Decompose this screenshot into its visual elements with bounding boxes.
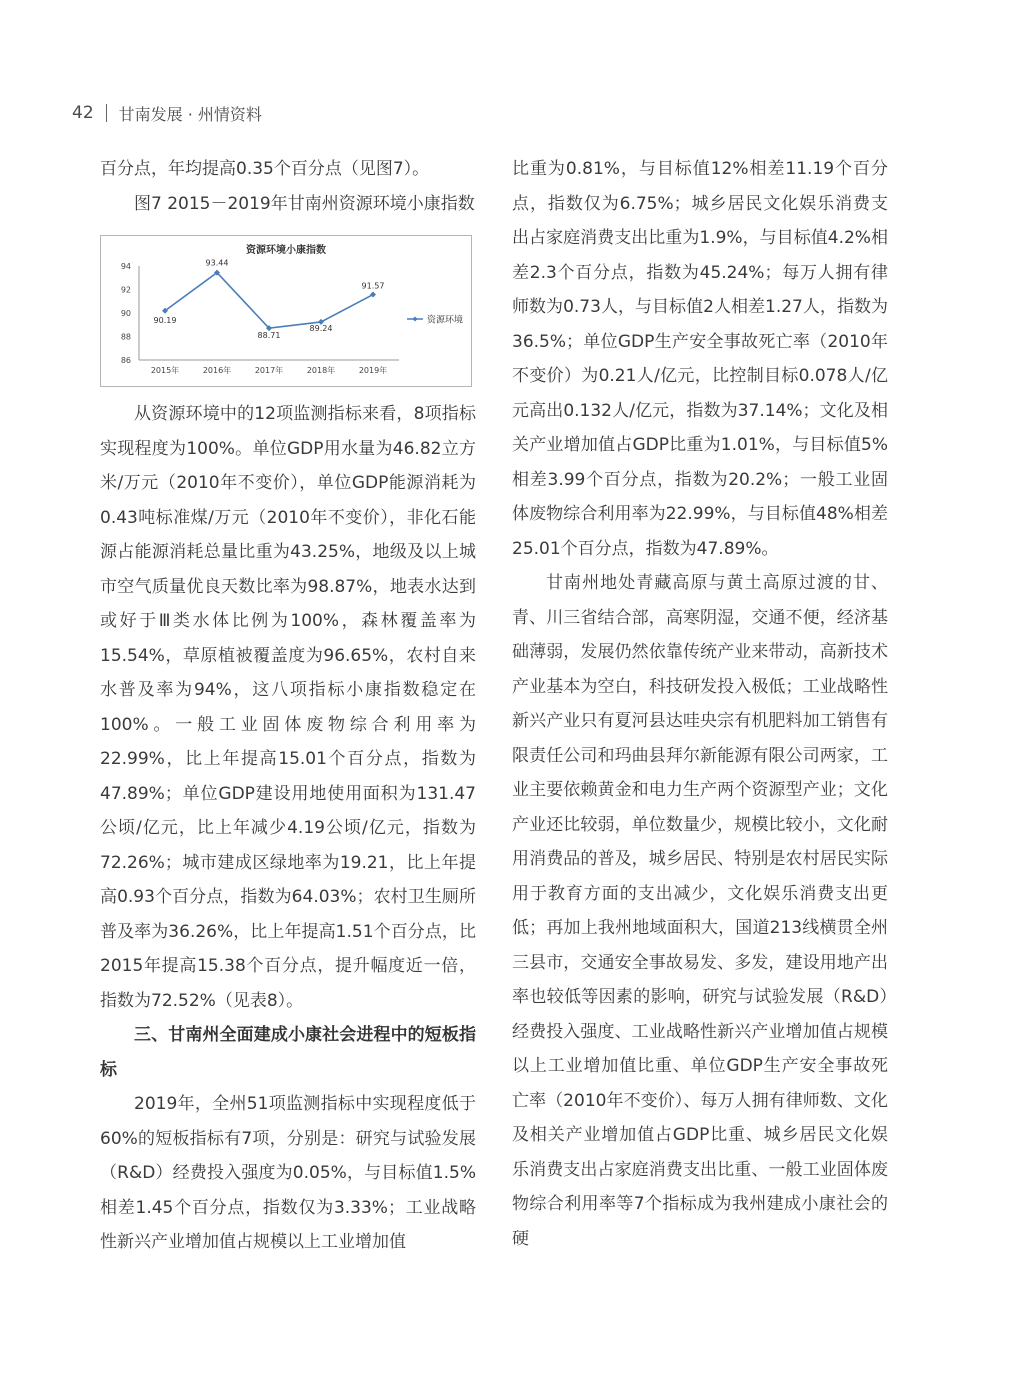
right-column xyxy=(512,152,888,1256)
paragraph: 百分点，年均提高0.35个百分点（见图7）。 xyxy=(100,159,430,179)
y-tick-label: 86 xyxy=(120,356,131,365)
figure-caption: 图7 2015－2019年甘南州资源环境小康指数 xyxy=(134,193,475,214)
y-tick-label: 88 xyxy=(120,332,131,342)
x-tick-label: 2019年 xyxy=(358,366,388,375)
x-tick-label: 2018年 xyxy=(306,366,336,375)
publication-title: 甘南发展 · 州情资料 xyxy=(118,104,262,124)
left-column xyxy=(100,152,476,1260)
data-label: 89.24 xyxy=(309,323,333,333)
x-tick-label: 2016年 xyxy=(202,366,232,375)
page-number: 42 xyxy=(72,103,94,123)
paragraph: 2019年，全州51项监测指标中实现程度低于60%的短板指标有7项，分别是：研究与试验发展（R&D）经费投入强度为0.05%，与目标值1.5%相差1.45个百分点，指数仅为3.33%；工业战略性新兴产业增加值占规模以上工业增加值 xyxy=(100,1094,476,1252)
section-heading: 三、甘南州全面建成小康社会进程中的短板指标 xyxy=(100,1025,476,1080)
y-tick-label: 92 xyxy=(120,285,131,295)
data-point xyxy=(370,292,376,298)
y-tick-label: 90 xyxy=(120,309,131,318)
data-label: 88.71 xyxy=(257,331,281,341)
data-label: 91.57 xyxy=(361,281,385,291)
header-divider xyxy=(106,104,107,122)
data-label: 90.19 xyxy=(153,315,177,325)
x-tick-label: 2017年 xyxy=(254,366,284,375)
paragraph: 从资源环境中的12项监测指标来看，8项指标实现程度为100%。单位GDP用水量为46.82立方米/万元（2010年不变价），单位GDP能源消耗为0.43吨标准煤/万元（2010年不变价），非化石能源占能源消耗总量比重为43.25%，地级及以上城市空气质量优良天数比率为98.87%，地表水达到或好于Ⅲ类水体比例为100%，森林覆盖率为15.54%，草原植被覆盖度为96.65%，农村自来水普及率为94%，这八项指标小康指数稳定在100%。一般工业固体废物综合利用率为22.99%，比上年提高15.01个百分点，指数为47.89%；单位GDP建设用地使用面积为131.47公顷/亿元，比上年减少4.19公顷/亿元，指数为72.26%；城市建成区绿地率为19.21，比上年提高0.93个百分点，指数为64.03%；农村卫生厕所普及率为36.26%，比上年提高1.51个百分点，比2015年提高15.38个百分点，提升幅度近一倍，指数为72.52%（见表8）。 xyxy=(100,404,476,1011)
page-header xyxy=(72,100,262,126)
series-line xyxy=(165,273,373,329)
legend-marker xyxy=(413,317,418,322)
chart-title: 资源环境小康指数 xyxy=(246,245,326,256)
paragraph: 甘南州地处青藏高原与黄土高原过渡的甘、青、川三省结合部，高寒阴湿，交通不便，经济基础薄弱，发展仍然依靠传统产业来带动，高新技术产业基本为空白，科技研发投入极低；工业战略性新兴产业只有夏河县达哇央宗有机肥料加工销售有限责任公司和玛曲县拜尔新能源有限公司两家，工业主要依赖黄金和电力生产两个资源型产业；文化产业还比较弱，单位数量少，规模比较小，文化耐用消费品的普及，城乡居民、特别是农村居民实际用于教育方面的支出减少，文化娱乐消费支出更低；再加上我州地域面积大，国道213线横贯全州三县市，交通安全事故易发、多发，建设用地产出率也较低等因素的影响，研究与试验发展（R&D）经费投入强度、工业战略性新兴产业增加值占规模以上工业增加值比重、单位GDP生产安全事故死亡率（2010年不变价）、每万人拥有律师数、文化及相关产业增加值占GDP比重、城乡居民文化娱乐消费支出占家庭消费支出比重、一般工业固体废物综合利用率等7个指标成为我州建成小康社会的硬 xyxy=(512,573,888,1249)
legend-label: 资源环境 xyxy=(427,315,464,326)
data-label: 93.44 xyxy=(205,258,229,268)
line-chart xyxy=(100,235,472,387)
y-tick-label: 94 xyxy=(120,262,131,271)
x-tick-label: 2015年 xyxy=(150,366,180,375)
paragraph: 比重为0.81%，与目标值12%相差11.19个百分点，指数仅为6.75%；城乡居民文化娱乐消费支出占家庭消费支出比重为1.9%，与目标值4.2%相差2.3个百分点，指数为45.24%；每万人拥有律师数为0.73人，与目标值2人相差1.27人，指数为36.5%；单位GDP生产安全事故死亡率（2010年不变价）为0.21人/亿元，比控制目标0.078人/亿元高出0.132人/亿元，指数为37.14%；文化及相关产业增加值占GDP比重为1.01%，与目标值5%相差3.99个百分点，指数为20.2%；一般工业固体废物综合利用率为22.99%，与目标值48%相差25.01个百分点，指数为47.89%。 xyxy=(512,159,888,559)
chart-svg xyxy=(101,236,471,386)
